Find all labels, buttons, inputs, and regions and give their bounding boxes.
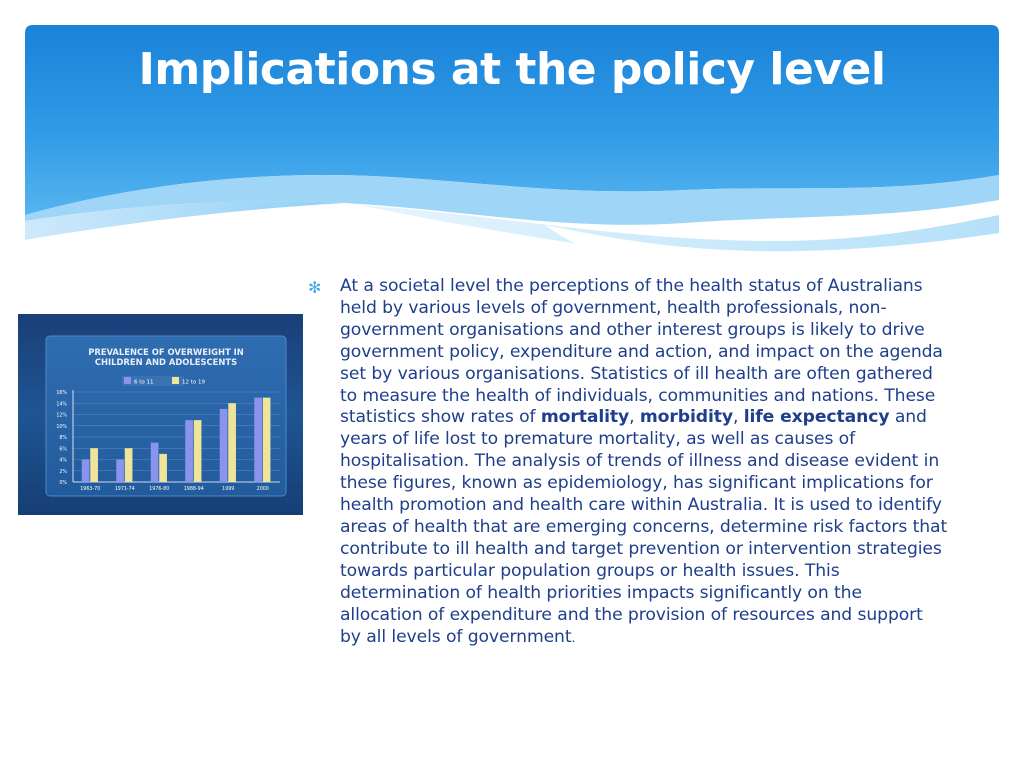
y-tick-label: 14%: [56, 402, 67, 408]
slide-title: Implications at the policy level: [138, 44, 886, 95]
chart-title-line2: CHILDREN AND ADOLESCENTS: [94, 357, 238, 367]
y-tick-label: 0%: [59, 481, 67, 486]
x-tick-label: 1988-94: [183, 487, 204, 492]
body-text-part1: At a societal level the perceptions of the health status of Australians held by various levels of government, health professionals, non-government organisations and other interest groups is likely to drive government policy, expenditure and action, and impact on the agenda set by various organisations. Statistics of ill health are often gathered to measure the health of individuals, communities and nations. These statistics show rates of: [340, 276, 943, 428]
overweight-prevalence-chart: [18, 314, 303, 515]
bar-12-to-19-2000: [263, 398, 271, 482]
separator-1: ,: [629, 407, 640, 428]
bar-12-to-19-1976-80: [159, 454, 167, 482]
term-mortality: mortality: [540, 407, 630, 428]
y-tick-label: 10%: [56, 424, 67, 430]
chart-title-line1: PREVALENCE OF OVERWEIGHT IN: [88, 347, 244, 357]
y-tick-label: 4%: [59, 458, 67, 464]
y-tick-label: 8%: [59, 436, 67, 441]
body-text-part2: and years of life lost to premature mortality, as well as causes of hospitalisation. The analysis of trends of illness and disease evident in these figures, known as epidemiology, has significant implications for health promotion and health care within Australia. It is used to identify areas of health that are emerging concerns, determine risk factors that contribute to ill health and target prevention or intervention strategies towards particular population groups or health issues. This determination of health priorities impacts significantly on the allocation of expenditure and the provision of resources and support by all levels of government: [340, 407, 948, 647]
bar-6-to-11-1971-74: [116, 460, 124, 483]
y-tick-label: 12%: [56, 413, 67, 419]
x-tick-label: 1963-70: [80, 487, 101, 492]
x-tick-label: 1999: [222, 487, 235, 492]
y-tick-label: 6%: [59, 447, 67, 453]
x-tick-label: 1971-74: [114, 487, 135, 492]
legend-label-12-to-19: 12 to 19: [182, 379, 206, 386]
bar-12-to-19-1999: [228, 403, 236, 482]
bar-6-to-11-1988-94: [185, 420, 193, 482]
body-text-block: [308, 276, 948, 649]
x-tick-label: 1976-80: [149, 487, 170, 492]
bar-6-to-11-1999: [220, 409, 228, 482]
term-life-expectancy: life expectancy: [743, 407, 890, 428]
bar-6-to-11-1963-70: [82, 460, 90, 483]
bar-12-to-19-1971-74: [125, 448, 133, 482]
legend-label-6-to-11: 6 to 11: [134, 379, 154, 386]
bar-12-to-19-1963-70: [90, 448, 98, 482]
chart-image: [18, 314, 303, 515]
legend-swatch-6-to-11: [124, 377, 131, 384]
asterisk-bullet-icon: ✻: [308, 278, 322, 297]
y-tick-label: 16%: [56, 391, 67, 396]
body-paragraph: [340, 276, 948, 649]
y-tick-label: 2%: [59, 469, 67, 475]
final-period: .: [571, 630, 576, 645]
separator-2: ,: [732, 407, 744, 428]
bar-6-to-11-2000: [254, 398, 262, 482]
bar-12-to-19-1988-94: [194, 420, 202, 482]
x-tick-label: 2000: [256, 487, 269, 492]
bar-6-to-11-1976-80: [151, 443, 159, 482]
term-morbidity: morbidity: [639, 407, 733, 428]
legend-swatch-12-to-19: [172, 377, 179, 384]
